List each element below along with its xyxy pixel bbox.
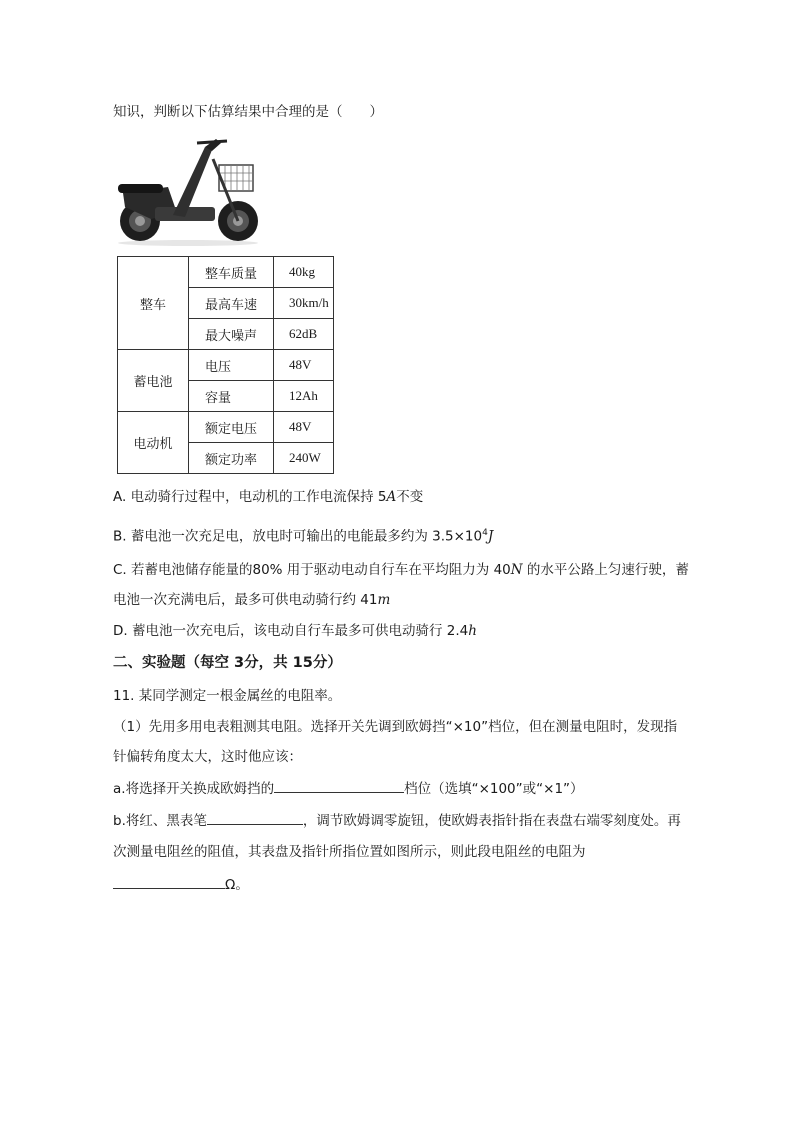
section-heading: 二、实验题（每空 3分，共 15分） [113,655,342,671]
group-cell: 整车 [118,257,189,350]
spec-value: 30km/h [274,288,334,319]
spec-key: 容量 [189,381,274,412]
question-11-1-line2: 针偏转角度太大，这时他应该： [113,749,302,765]
option-d [113,621,477,641]
spec-key: 最大噪声 [189,319,274,350]
group-cell: 电动机 [118,412,189,474]
spec-value: 12Ah [274,381,334,412]
option-a [113,487,423,507]
option-c-unit-m: m [377,592,391,608]
option-d-text: D. 蓄电池一次充电后，该电动自行车最多可供电动骑行 2.4 [113,623,469,639]
spec-table [117,256,334,474]
spec-value: 48V [274,350,334,381]
option-a-suffix: 不变 [396,489,424,505]
answer-blank-b[interactable] [207,810,303,825]
option-b [113,523,493,547]
spec-key: 额定电压 [189,412,274,443]
step-b-suffix: ，调节欧姆调零旋钮，使欧姆表指针指在表盘右端零刻度处。再 [302,813,681,829]
spec-key: 整车质量 [189,257,274,288]
step-a-suffix: 档位（选填“×100”或“×1”） [404,781,584,797]
question-11-1-line1: （1）先用多用电表粗测其电阻。选择开关先调到欧姆挡“×10”档位，但在测量电阻时，发现指 [113,719,678,735]
spec-key: 电压 [189,350,274,381]
option-c-text: C. 若蓄电池储存能量的80% 用于驱动电动自行车在平均阻力为 40 [113,562,511,578]
question-11: 11. 某同学测定一根金属丝的电阻率。 [113,688,342,704]
group-cell: 蓄电池 [118,350,189,412]
option-d-unit: h [468,623,477,639]
spec-value: 62dB [274,319,334,350]
option-b-unit: J [487,528,494,545]
spec-value: 240W [274,443,334,474]
step-b-text: b.将红、黑表笔 [113,813,207,829]
question-intro: 知识，判断以下估算结果中合理的是（ ） [113,104,383,120]
table-row [118,350,334,381]
table-row [118,257,334,288]
spec-key: 最高车速 [189,288,274,319]
step-b [113,810,681,831]
option-a-text: A. 电动骑行过程中，电动机的工作电流保持 5 [113,489,387,505]
option-c-line2 [113,590,390,610]
table-row [118,412,334,443]
spec-value: 40kg [274,257,334,288]
resistance-answer [113,874,249,895]
option-c-text-2: 电池一次充满电后，最多可供电动骑行约 41 [113,592,378,608]
option-a-unit: A [386,489,397,505]
spec-value: 48V [274,412,334,443]
spec-key: 额定功率 [189,443,274,474]
option-c-suffix: 的水平公路上匀速行驶，蓄 [522,562,689,578]
step-a [113,778,584,799]
option-c-line1 [113,560,689,580]
option-c-unit-n: N [510,562,523,578]
step-b-line2: 次测量电阻丝的阻值，其表盘及指针所指位置如图所示，则此段电阻丝的电阻为 [113,844,586,860]
electric-scooter-image [113,135,263,247]
answer-blank-resistance[interactable] [113,874,225,889]
option-b-text: B. 蓄电池一次充足电，放电时可输出的电能最多约为 3.5×10 [113,528,483,545]
option-b-exponent: 4 [482,528,488,538]
step-a-text: a.将选择开关换成欧姆挡的 [113,781,275,797]
answer-blank-a[interactable] [274,778,404,793]
ohm-unit: Ω。 [225,877,249,893]
